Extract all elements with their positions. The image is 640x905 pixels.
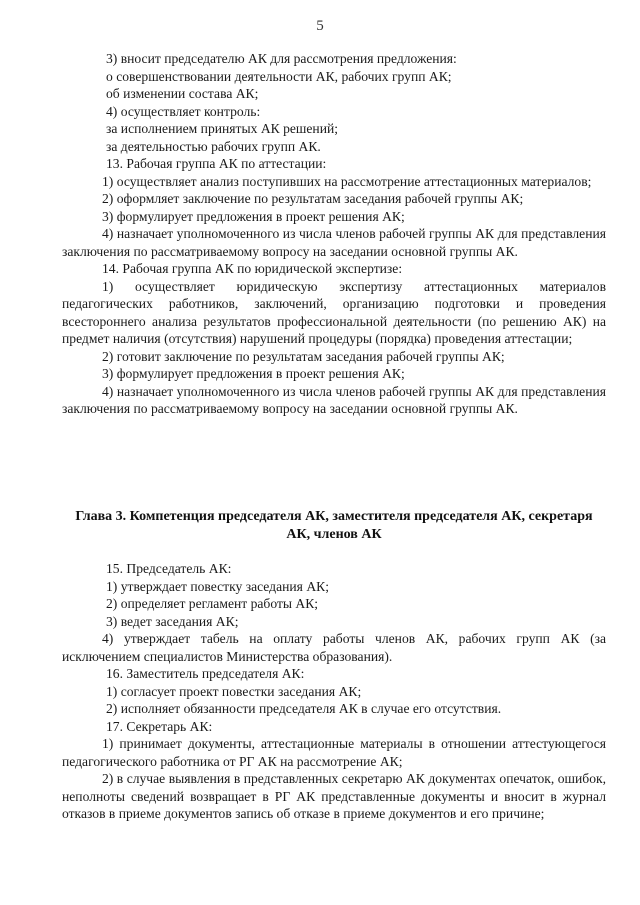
paragraph: 1) принимает документы, аттестационные материалы в отношении аттестующегося педагогического работника от РГ АК на рассмотрение АК; [62,736,606,769]
paragraph: 3) формулирует предложения в проект решения АК; [102,208,405,224]
paragraph: 15. Председатель АК: [106,561,232,576]
paragraph: 4) утверждает табель на оплату работы членов АК, рабочих групп АК (за исключением специалистов Министерства образования). [62,631,606,664]
paragraph: 2) готовит заключение по результатам заседания рабочей группы АК; [102,348,505,364]
section-competence [62,560,606,823]
paragraph: 2) исполняет обязанности председателя АК в случае его отсутствия. [106,701,502,716]
paragraph: 4) назначает уполномоченного из числа членов рабочей группы АК для представления заключения по рассматриваемому вопросу на заседании основной группы АК. [62,226,606,259]
paragraph: 16. Заместитель председателя АК: [106,666,305,681]
paragraph: об изменении состава АК; [106,86,259,101]
paragraph: 13. Рабочая группа АК по аттестации: [106,156,327,171]
paragraph: 3) формулирует предложения в проект решения АК; [102,366,405,381]
paragraph: 2) в случае выявления в представленных секретарю АК документах опечаток, ошибок, неполноты сведений возвращает в РГ АК представленные документы и вносит в журнал отказов в приеме документов запись об отказе в приеме документов и его причине; [62,771,606,821]
paragraph: 1) осуществляет анализ поступивших на рассмотрение аттестационных материалов; [102,173,592,189]
paragraph: за исполнением принятых АК решений; [106,121,339,136]
paragraph: 3) вносит председателю АК для рассмотрения предложения: [106,51,457,66]
paragraph: 1) утверждает повестку заседания АК; [106,578,329,594]
paragraph: 2) оформляет заключение по результатам заседания рабочей группы АК; [102,191,524,206]
section-working-groups [62,50,606,418]
paragraph: 4) осуществляет контроль: [106,103,261,119]
page-number: 5 [316,18,324,34]
paragraph: 4) назначает уполномоченного из числа членов рабочей группы АК для представления заключения по рассматриваемому вопросу на заседании основной группы АК. [62,383,606,416]
chapter-title: Глава 3. Компетенция председателя АК, заместителя председателя АК, секретаря АК, членов АК [75,509,593,542]
paragraph: за деятельностью рабочих групп АК. [106,138,321,154]
paragraph: 3) ведет заседания АК; [106,613,239,629]
paragraph: 14. Рабочая группа АК по юридической экспертизе: [102,261,403,276]
paragraph: 17. Секретарь АК: [106,718,213,734]
paragraph: 1) согласует проект повестки заседания АК; [106,683,362,699]
paragraph: 1) осуществляет юридическую экспертизу аттестационных материалов педагогических работников, заключений, организацию подготовки и проведения всестороннего анализа результатов профессиональной деятельности (по решению АК) на предмет наличия (отсутствия) нарушений процедуры (порядка) проведения аттестации; [62,278,606,346]
paragraph: 2) определяет регламент работы АК; [106,596,319,611]
paragraph: о совершенствовании деятельности АК, рабочих групп АК; [106,68,452,84]
